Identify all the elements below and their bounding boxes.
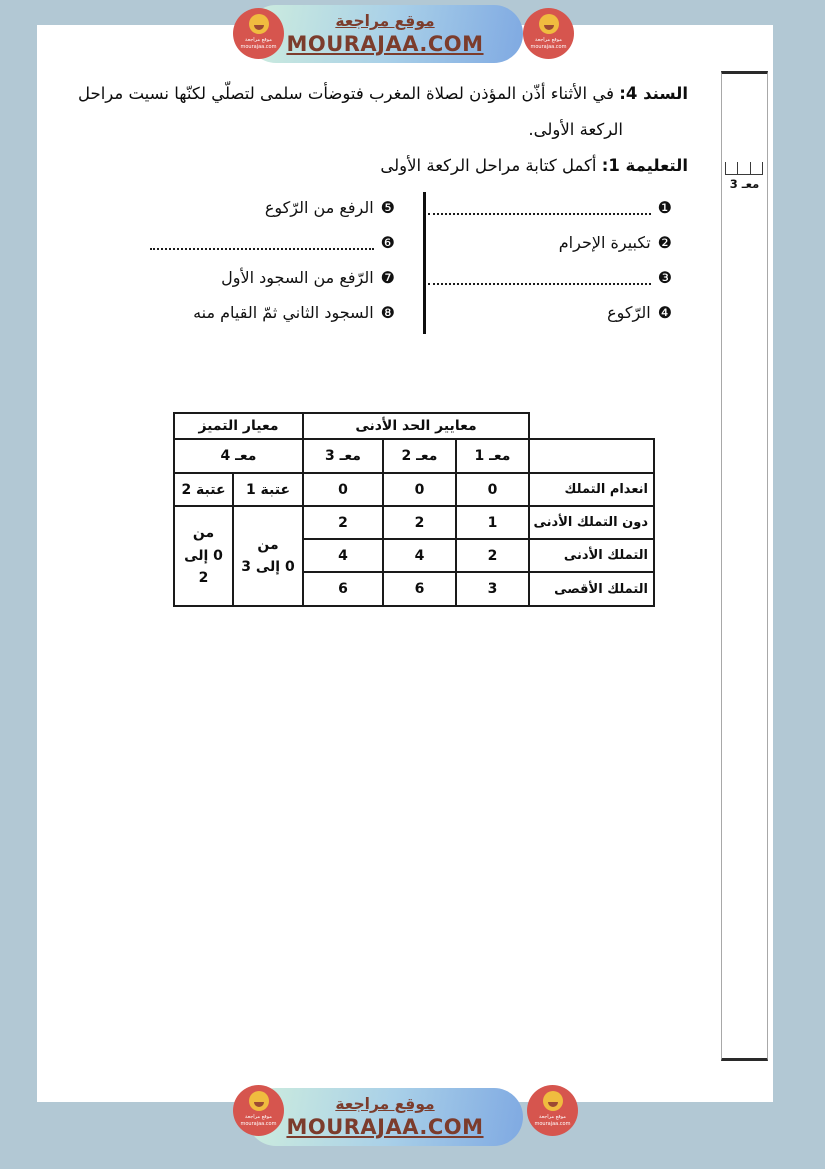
circled-number-8-icon: ❽ — [380, 302, 395, 322]
answer-blank-line[interactable] — [150, 234, 374, 250]
grading-margin-strip — [721, 71, 768, 1061]
site-name-arabic: موقع مراجعة — [335, 1095, 435, 1114]
stage-text: السجود الثاني ثمّ القيام منه — [193, 302, 374, 322]
stage-item-4 — [428, 299, 672, 325]
cell-value: 6 — [383, 572, 456, 606]
score-label: معـ 3 — [729, 177, 760, 191]
stage-item-7 — [150, 264, 395, 290]
logo-book-icon — [249, 14, 269, 34]
logo-caption-arabic: موقع مراجعة — [245, 1114, 272, 1120]
stage-item-3 — [428, 264, 672, 290]
support-label: السند 4: — [619, 84, 688, 103]
header-m3: معـ 3 — [303, 439, 383, 473]
column-divider-line — [423, 192, 426, 334]
cell-value: 1 — [456, 506, 529, 539]
logo-caption-domain: mourajaa.com — [530, 43, 567, 50]
range-threshold-2: من 0 إلى 2 — [174, 506, 233, 606]
header-threshold-2: عتبة 2 — [174, 473, 233, 506]
cell-value: 4 — [303, 539, 383, 572]
header-label-empty — [529, 439, 654, 473]
header-banner — [247, 5, 523, 63]
stage-item-6 — [150, 229, 395, 255]
row-label-max-mastery: التملك الأقصى — [529, 572, 654, 606]
circled-number-2-icon: ❷ — [657, 232, 672, 252]
instruction-label: التعليمة 1: — [601, 156, 688, 175]
stage-item-5 — [150, 194, 395, 220]
header-m1: معـ 1 — [456, 439, 529, 473]
instruction-line: التعليمة 1: أكمل كتابة مراحل الركعة الأولى — [380, 156, 688, 175]
site-logo-right — [523, 8, 574, 59]
logo-caption-arabic: موقع مراجعة — [535, 37, 562, 43]
site-logo-footer-left — [233, 1085, 284, 1136]
row-label-below-min: دون التملك الأدنى — [529, 506, 654, 539]
stage-item-2 — [428, 229, 672, 255]
logo-book-icon — [249, 1091, 269, 1111]
site-domain-link[interactable]: MOURAJAA.COM — [286, 31, 484, 56]
circled-number-3-icon: ❸ — [657, 267, 672, 287]
logo-caption-arabic: موقع مراجعة — [245, 37, 272, 43]
cell-value: 0 — [383, 473, 456, 506]
cell-value: 6 — [303, 572, 383, 606]
site-name-arabic: موقع مراجعة — [335, 12, 435, 31]
circled-number-1-icon: ❶ — [657, 197, 672, 217]
header-m4: معـ 4 — [174, 439, 303, 473]
cell-value: 2 — [456, 539, 529, 572]
stage-item-8 — [150, 299, 395, 325]
circled-number-4-icon: ❹ — [657, 302, 672, 322]
header-excellence: معيار التميز — [174, 413, 303, 439]
logo-caption-arabic: موقع مراجعة — [539, 1114, 566, 1120]
stage-item-1 — [428, 194, 672, 220]
table-corner-empty — [529, 413, 654, 439]
assessment-criteria-table — [173, 412, 655, 607]
stage-text: الرّكوع — [607, 302, 651, 322]
score-boxes-icon — [725, 162, 763, 175]
stages-column-right — [428, 194, 672, 325]
logo-caption-domain: mourajaa.com — [534, 1120, 571, 1127]
answer-blank-line[interactable] — [428, 269, 651, 285]
stage-text: الرفع من الرّكوع — [264, 197, 374, 217]
cell-value: 4 — [383, 539, 456, 572]
header-threshold-1: عتبة 1 — [233, 473, 303, 506]
header-min-criteria: معايير الحد الأدنى — [303, 413, 529, 439]
row-label-no-mastery: انعدام التملك — [529, 473, 654, 506]
support-text-line2: الركعة الأولى. — [528, 120, 623, 139]
cell-value: 0 — [456, 473, 529, 506]
logo-book-icon — [539, 14, 559, 34]
logo-book-icon — [543, 1091, 563, 1111]
header-m2: معـ 2 — [383, 439, 456, 473]
range-threshold-1: من 0 إلى 3 — [233, 506, 303, 606]
row-label-min-mastery: التملك الأدنى — [529, 539, 654, 572]
site-logo-footer-right — [527, 1085, 578, 1136]
site-domain-link[interactable]: MOURAJAA.COM — [286, 1114, 484, 1139]
stage-text: تكبيرة الإحرام — [558, 232, 651, 252]
cell-value: 3 — [456, 572, 529, 606]
cell-value: 2 — [303, 506, 383, 539]
support-text-line1: السند 4: في الأثناء أذّن المؤذن لصلاة المغرب فتوضأت سلمى لتصلّي لكنّها نسيت مراحل — [78, 84, 688, 103]
logo-caption-domain: mourajaa.com — [240, 1120, 277, 1127]
site-logo-left — [233, 8, 284, 59]
stage-text: الرّفع من السجود الأول — [221, 267, 374, 287]
footer-banner — [247, 1088, 523, 1146]
circled-number-5-icon: ❺ — [380, 197, 395, 217]
logo-caption-domain: mourajaa.com — [240, 43, 277, 50]
cell-value: 0 — [303, 473, 383, 506]
stages-column-left — [150, 194, 395, 325]
circled-number-7-icon: ❼ — [380, 267, 395, 287]
answer-blank-line[interactable] — [428, 199, 651, 215]
cell-value: 2 — [383, 506, 456, 539]
circled-number-6-icon: ❻ — [380, 232, 395, 252]
